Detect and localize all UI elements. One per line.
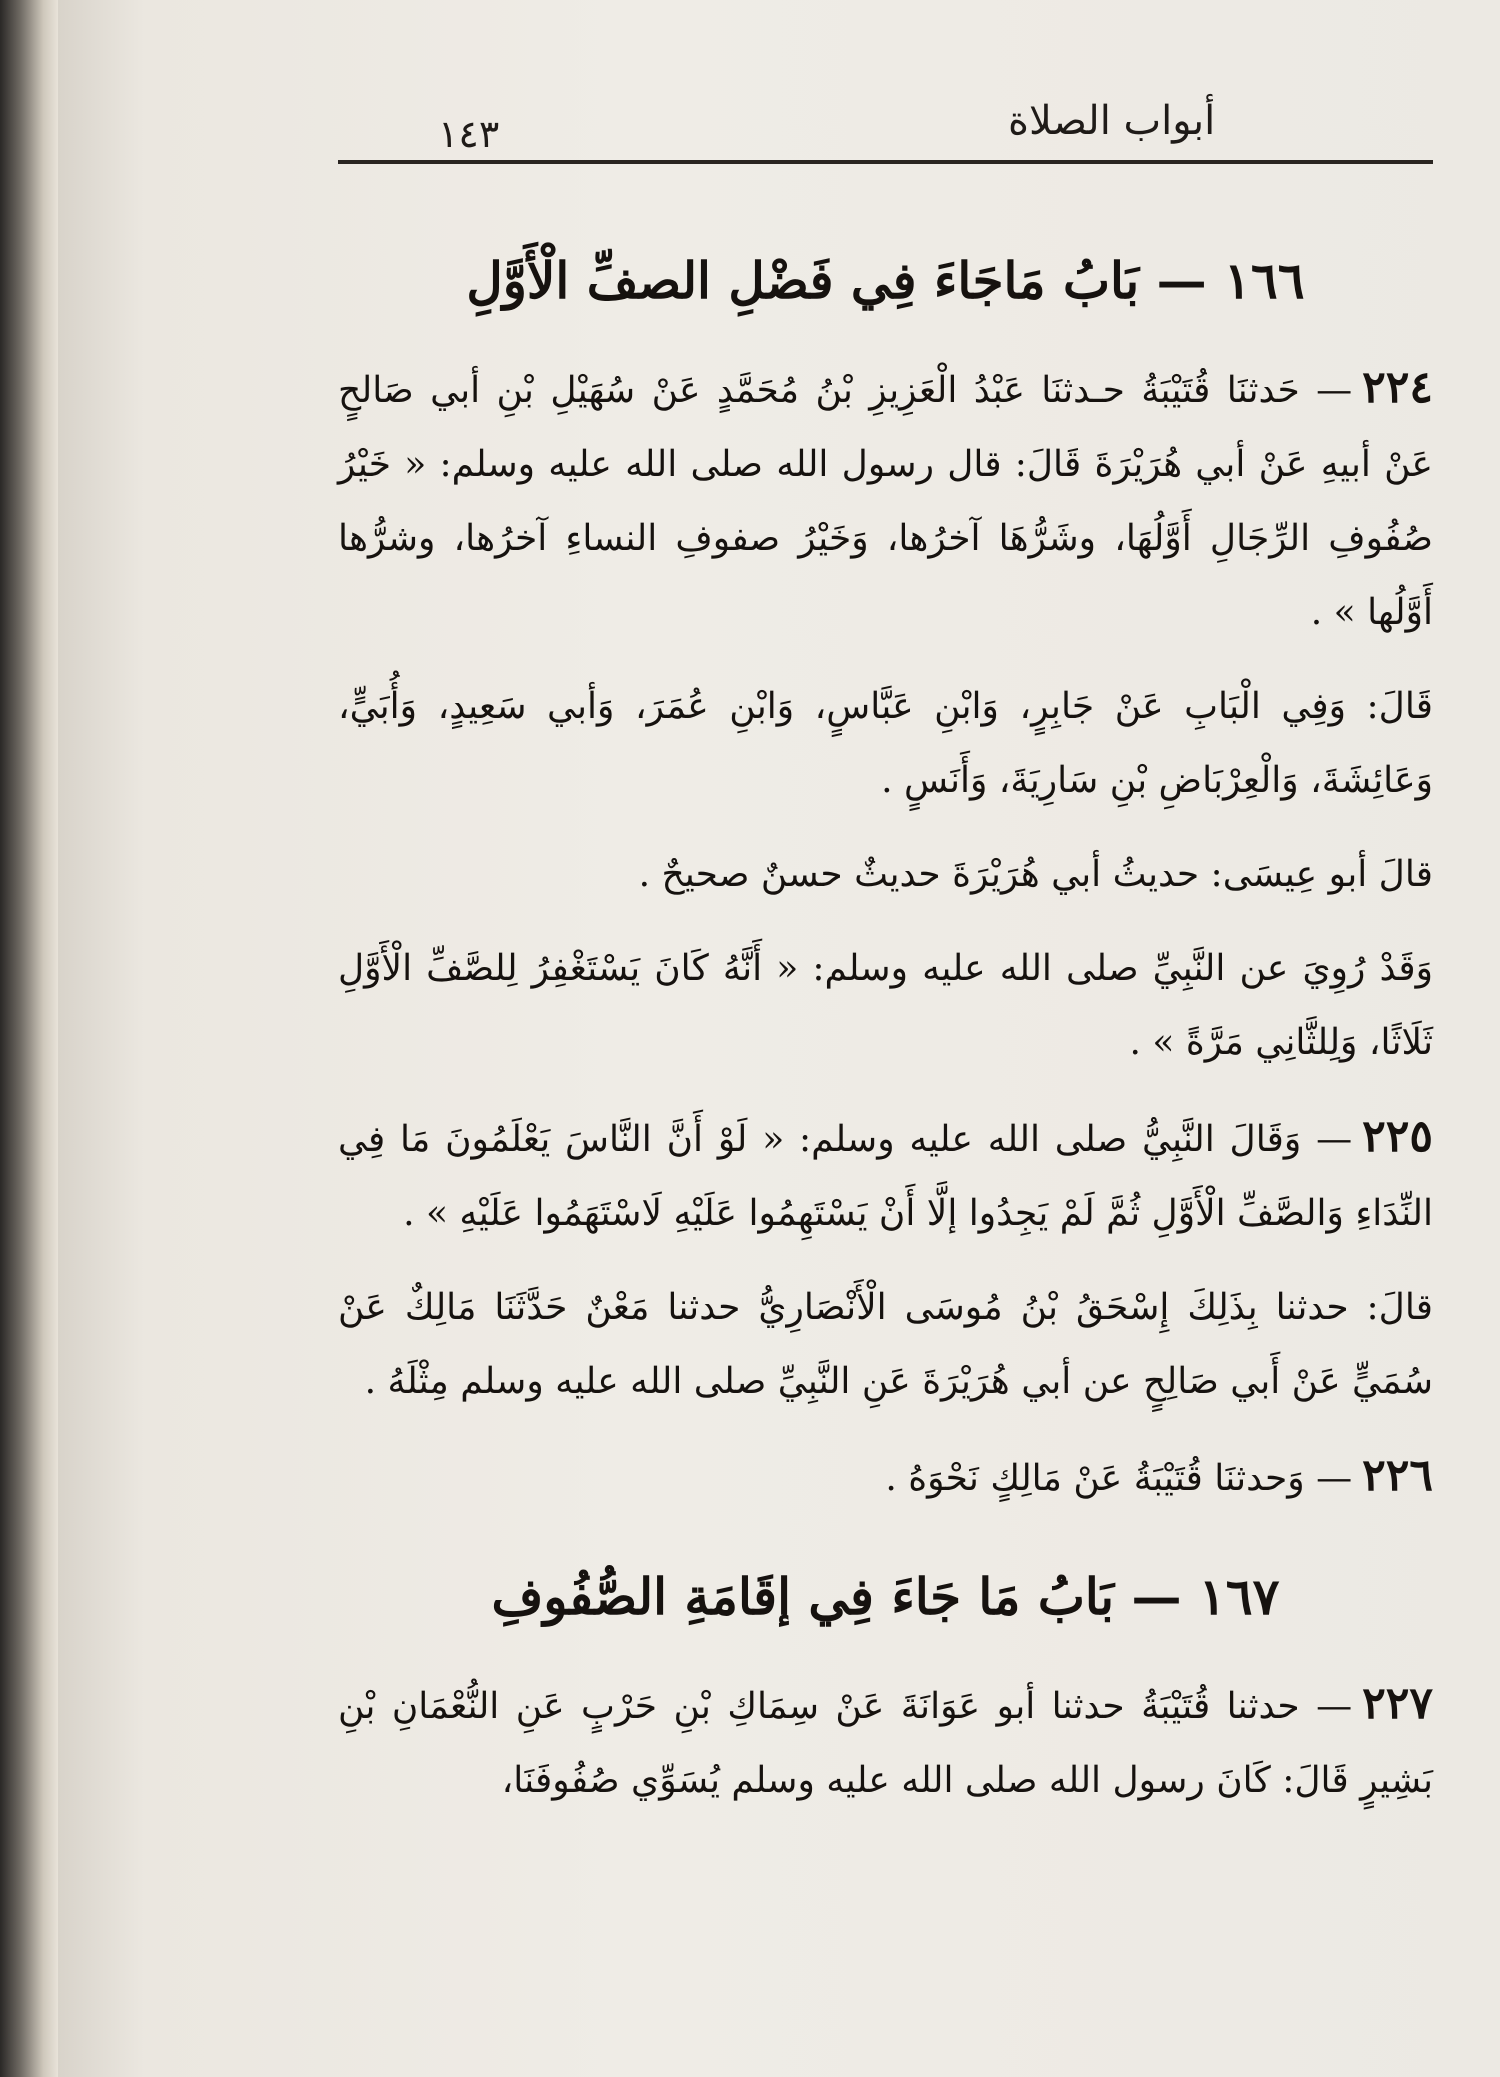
hadith-text: — وَقَالَ النَّبِيُّ صلى الله عليه وسلم: « لَوْ أَنَّ النَّاسَ يَعْلَمُونَ مَا فِي النِّدَاءِ وَالصَّفِّ الْأَوَّلِ ثُمَّ لَمْ يَجِدُوا إلَّا أَنْ يَسْتَهِمُوا عَلَيْهِ لَاسْتَهَمُوا عَلَيْهِ » . xyxy=(338,1119,1433,1234)
book-page xyxy=(58,0,1500,2077)
hadith-number: ٢٢٤ xyxy=(1362,362,1433,413)
page-number: ١٤٣ xyxy=(438,112,500,156)
chapter-heading: ١٦٧ — بَابُ مَا جَاءَ فِي إقَامَةِ الصُّفُوفِ xyxy=(491,1567,1280,1626)
book-gutter-edge xyxy=(0,0,58,2077)
chapter-heading: ١٦٦ — بَابُ مَاجَاءَ فِي فَضْلِ الصفِّ الْأَوَّلِ xyxy=(466,251,1305,310)
hadith-paragraph xyxy=(338,1667,1433,1818)
commentary-paragraph: وَقَدْ رُوِيَ عن النَّبِيِّ صلى الله عليه وسلم: « أَنَّهُ كَانَ يَسْتَغْفِرُ لِلصَّفِّ الْأَوَّلِ ثَلَاثًا، وَلِلثَّانِي مَرَّةً » . xyxy=(338,948,1433,1063)
hadith-paragraph xyxy=(338,1439,1433,1516)
hadith-number: ٢٢٦ xyxy=(1362,1450,1433,1501)
commentary-paragraph: قالَ أبو عِيسَى: حديثُ أبي هُرَيْرَةَ حديثٌ حسنٌ صحيحٌ . xyxy=(638,854,1433,895)
commentary-paragraph: قالَ: حدثنا بِذَلِكَ إِسْحَقُ بْنُ مُوسَى الْأَنْصَارِيُّ حدثنا مَعْنٌ حَدَّثَنَا مَالِكٌ عَنْ سُمَيٍّ عَنْ أَبي صَالِحٍ عن أبي هُرَيْرَةَ عَنِ النَّبِيِّ صلى الله عليه وسلم مِثْلَهُ . xyxy=(338,1287,1433,1402)
hadith-paragraph xyxy=(338,1100,1433,1251)
hadith-paragraph xyxy=(338,351,1433,650)
hadith-text: — وَحدثنَا قُتَيْبَةُ عَنْ مَالِكٍ نَحْوَهُ . xyxy=(885,1458,1353,1499)
hadith-number: ٢٢٥ xyxy=(1362,1111,1433,1162)
hadith-text: — حَدثنَا قُتَيْبَةُ حـدثنَا عَبْدُ الْعَزِيزِ بْنُ مُحَمَّدٍ عَنْ سُهَيْلِ بْنِ أبي صَالحٍ عَنْ أبيهِ عَنْ أبي هُرَيْرَةَ قَالَ: قال رسول الله صلى الله عليه وسلم: « خَيْرُ صُفُوفِ الرِّجَالِ أَوَّلُهَا، وشَرُّهَا آخرُها، وَخَيْرُ صفوفِ النساءِ آخرُها، وشرُّها أَوَّلُها » . xyxy=(338,370,1433,633)
page-body xyxy=(338,200,1433,2040)
running-title: أبواب الصلاة xyxy=(1008,98,1216,144)
page-header xyxy=(328,92,1428,156)
hadith-number: ٢٢٧ xyxy=(1362,1678,1433,1729)
commentary-paragraph: قَالَ: وَفِي الْبَابِ عَنْ جَابِرٍ، وَابْنِ عَبَّاسٍ، وَابْنِ عُمَرَ، وَأبي سَعِيدٍ، وَأُبَيٍّ، وَعَائِشَةَ، وَالْعِرْبَاضِ بْنِ سَارِيَةَ، وَأَنَسٍ . xyxy=(338,686,1433,801)
hadith-text: — حدثنا قُتَيْبَةُ حدثنا أبو عَوَانَةَ عَنْ سِمَاكِ بْنِ حَرْبٍ عَنِ النُّعْمَانِ بْنِ بَشِيرٍ قَالَ: كَانَ رسول الله صلى الله عليه وسلم يُسَوِّي صُفُوفَنَا، xyxy=(338,1686,1433,1801)
header-divider xyxy=(338,160,1433,164)
